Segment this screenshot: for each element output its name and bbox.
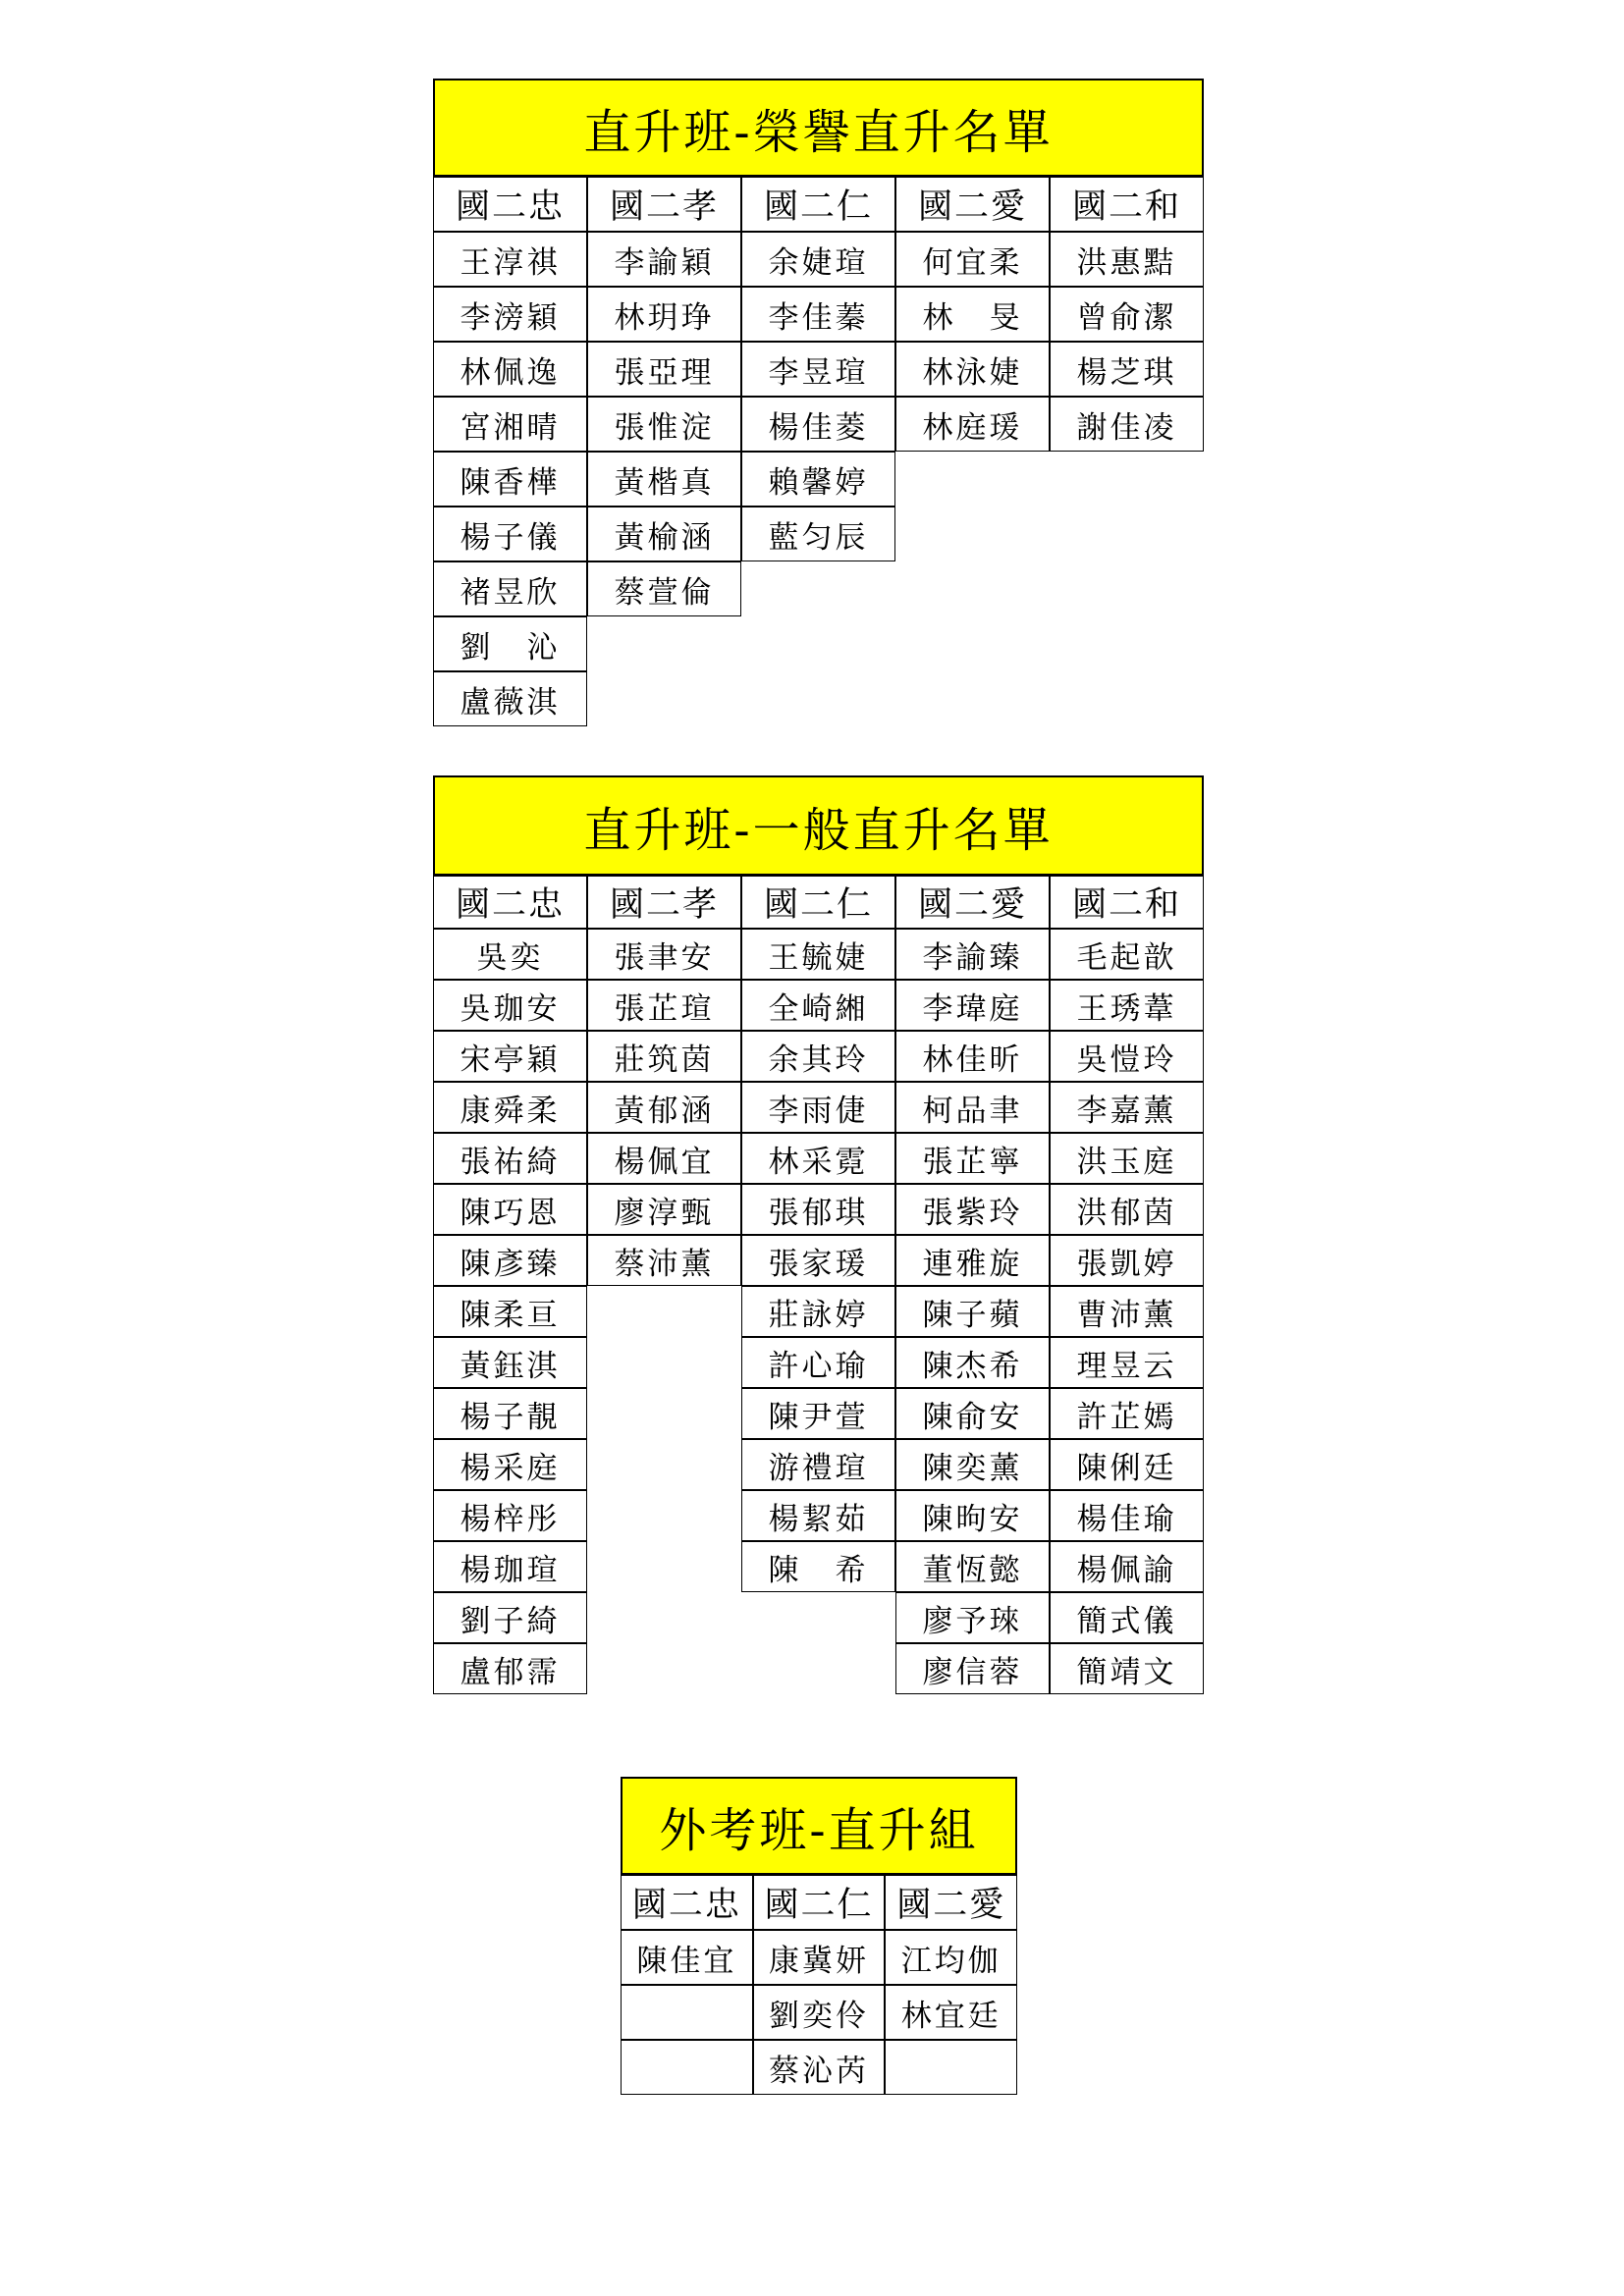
external-roster-title: 外考班-直升組 [621, 1777, 1017, 1875]
column-header: 國二孝 [587, 177, 741, 232]
student-name-cell [885, 2040, 1017, 2095]
student-name-cell: 劉 沁 [433, 616, 587, 671]
student-name-cell: 林宜廷 [885, 1985, 1017, 2040]
student-name-cell: 陳尹萱 [741, 1388, 895, 1439]
student-name-cell: 陳奕薰 [895, 1439, 1050, 1490]
student-name-cell: 黃榆涵 [587, 507, 741, 561]
column-header: 國二忠 [433, 876, 587, 929]
student-name-cell: 曹沛薰 [1050, 1286, 1204, 1337]
student-name-cell: 褚昱欣 [433, 561, 587, 616]
student-name-cell: 陳巧恩 [433, 1184, 587, 1235]
student-name-cell: 林采霓 [741, 1133, 895, 1184]
student-name-cell: 楊梓彤 [433, 1490, 587, 1541]
student-name-cell: 簡靖文 [1050, 1643, 1204, 1694]
student-name-cell: 毛起歆 [1050, 929, 1204, 980]
student-name-cell: 陳俐廷 [1050, 1439, 1204, 1490]
student-name-cell: 林玥琤 [587, 287, 741, 342]
student-name-cell: 吳奕 [433, 929, 587, 980]
student-name-cell [621, 1985, 753, 2040]
student-name-cell: 曾俞潔 [1050, 287, 1204, 342]
column-header: 國二愛 [885, 1875, 1017, 1930]
student-name-cell: 吳愷玲 [1050, 1031, 1204, 1082]
student-name-cell: 廖予琜 [895, 1592, 1050, 1643]
student-name-cell: 全崎緗 [741, 980, 895, 1031]
student-name-cell: 洪惠黠 [1050, 232, 1204, 287]
student-name-cell: 廖淳甄 [587, 1184, 741, 1235]
general-roster-title: 直升班-一般直升名單 [433, 775, 1204, 876]
column-header: 國二仁 [753, 1875, 886, 1930]
student-name-cell: 江均伽 [885, 1930, 1017, 1985]
column-header: 國二愛 [895, 876, 1050, 929]
student-name-cell: 楊佳瑜 [1050, 1490, 1204, 1541]
column-header: 國二忠 [433, 177, 587, 232]
student-name-cell: 張紫玲 [895, 1184, 1050, 1235]
student-name-cell: 陳香樺 [433, 452, 587, 507]
student-name-cell: 張凱婷 [1050, 1235, 1204, 1286]
student-name-cell: 張郁琪 [741, 1184, 895, 1235]
column-header: 國二孝 [587, 876, 741, 929]
student-name-cell: 陳彥臻 [433, 1235, 587, 1286]
student-name-cell: 宋亭穎 [433, 1031, 587, 1082]
student-name-cell: 林佩逸 [433, 342, 587, 397]
student-name-cell: 王毓婕 [741, 929, 895, 980]
student-name-cell: 康舜柔 [433, 1082, 587, 1133]
student-name-cell: 劉奕伶 [753, 1985, 886, 2040]
student-name-cell: 楊子靚 [433, 1388, 587, 1439]
student-name-cell: 盧薇淇 [433, 671, 587, 726]
student-name-cell: 林 旻 [895, 287, 1050, 342]
student-name-cell: 何宜柔 [895, 232, 1050, 287]
student-name-cell: 張芷瑄 [587, 980, 741, 1031]
student-name-cell: 王琇葦 [1050, 980, 1204, 1031]
column-header: 國二和 [1050, 177, 1204, 232]
student-name-cell: 林佳昕 [895, 1031, 1050, 1082]
student-name-cell: 劉子綺 [433, 1592, 587, 1643]
student-name-cell: 陳 希 [741, 1541, 895, 1592]
student-name-cell: 黃郁涵 [587, 1082, 741, 1133]
student-name-cell: 黃楷真 [587, 452, 741, 507]
student-name-cell: 李瑋庭 [895, 980, 1050, 1031]
student-name-cell: 宮湘晴 [433, 397, 587, 452]
student-name-cell: 李昱瑄 [741, 342, 895, 397]
student-name-cell: 李諭臻 [895, 929, 1050, 980]
student-name-cell: 黃鈺淇 [433, 1337, 587, 1388]
student-name-cell: 李嘉薰 [1050, 1082, 1204, 1133]
student-name-cell: 蔡沁芮 [753, 2040, 886, 2095]
student-name-cell: 陳昫安 [895, 1490, 1050, 1541]
student-name-cell: 楊子儀 [433, 507, 587, 561]
student-name-cell: 李雨倢 [741, 1082, 895, 1133]
student-name-cell: 陳佳宜 [621, 1930, 753, 1985]
column-header: 國二忠 [621, 1875, 753, 1930]
student-name-cell: 楊佩宜 [587, 1133, 741, 1184]
student-name-cell: 董恆懿 [895, 1541, 1050, 1592]
student-name-cell: 楊佳菱 [741, 397, 895, 452]
student-name-cell: 蔡萱倫 [587, 561, 741, 616]
student-name-cell: 林泳婕 [895, 342, 1050, 397]
student-name-cell: 楊絜茹 [741, 1490, 895, 1541]
student-name-cell: 連雅旋 [895, 1235, 1050, 1286]
student-name-cell: 張惟淀 [587, 397, 741, 452]
student-name-cell: 楊采庭 [433, 1439, 587, 1490]
student-name-cell: 張亞理 [587, 342, 741, 397]
honor-roster-title: 直升班-榮譽直升名單 [433, 79, 1204, 177]
student-name-cell: 簡式儀 [1050, 1592, 1204, 1643]
student-name-cell: 洪郁茵 [1050, 1184, 1204, 1235]
column-header: 國二愛 [895, 177, 1050, 232]
student-name-cell: 莊筑茵 [587, 1031, 741, 1082]
student-name-cell: 楊芝琪 [1050, 342, 1204, 397]
student-name-cell: 張聿安 [587, 929, 741, 980]
column-header: 國二仁 [741, 177, 895, 232]
column-header: 國二和 [1050, 876, 1204, 929]
student-name-cell: 賴馨婷 [741, 452, 895, 507]
student-name-cell: 盧郁霈 [433, 1643, 587, 1694]
student-name-cell: 余婕瑄 [741, 232, 895, 287]
student-name-cell: 許芷嫣 [1050, 1388, 1204, 1439]
student-name-cell: 陳子蘋 [895, 1286, 1050, 1337]
student-name-cell: 余其玲 [741, 1031, 895, 1082]
student-name-cell: 楊佩諭 [1050, 1541, 1204, 1592]
student-name-cell: 理昱云 [1050, 1337, 1204, 1388]
student-name-cell: 李諭穎 [587, 232, 741, 287]
student-name-cell: 王淳祺 [433, 232, 587, 287]
student-name-cell [621, 2040, 753, 2095]
student-name-cell: 陳俞安 [895, 1388, 1050, 1439]
column-header: 國二仁 [741, 876, 895, 929]
student-name-cell: 廖信蓉 [895, 1643, 1050, 1694]
student-name-cell: 許心瑜 [741, 1337, 895, 1388]
student-name-cell: 吳珈安 [433, 980, 587, 1031]
student-name-cell: 洪玉庭 [1050, 1133, 1204, 1184]
student-name-cell: 游禮瑄 [741, 1439, 895, 1490]
student-name-cell: 林庭瑗 [895, 397, 1050, 452]
student-name-cell: 李佳蓁 [741, 287, 895, 342]
student-name-cell: 陳杰希 [895, 1337, 1050, 1388]
student-name-cell: 藍匀辰 [741, 507, 895, 561]
student-name-cell: 蔡沛薰 [587, 1235, 741, 1286]
student-name-cell: 謝佳凌 [1050, 397, 1204, 452]
student-name-cell: 李滂穎 [433, 287, 587, 342]
student-name-cell: 陳柔亘 [433, 1286, 587, 1337]
student-name-cell: 莊詠婷 [741, 1286, 895, 1337]
student-name-cell: 張家瑗 [741, 1235, 895, 1286]
student-name-cell: 康冀妍 [753, 1930, 886, 1985]
student-name-cell: 柯品聿 [895, 1082, 1050, 1133]
student-name-cell: 張芷寧 [895, 1133, 1050, 1184]
student-name-cell: 楊珈瑄 [433, 1541, 587, 1592]
student-name-cell: 張祐綺 [433, 1133, 587, 1184]
